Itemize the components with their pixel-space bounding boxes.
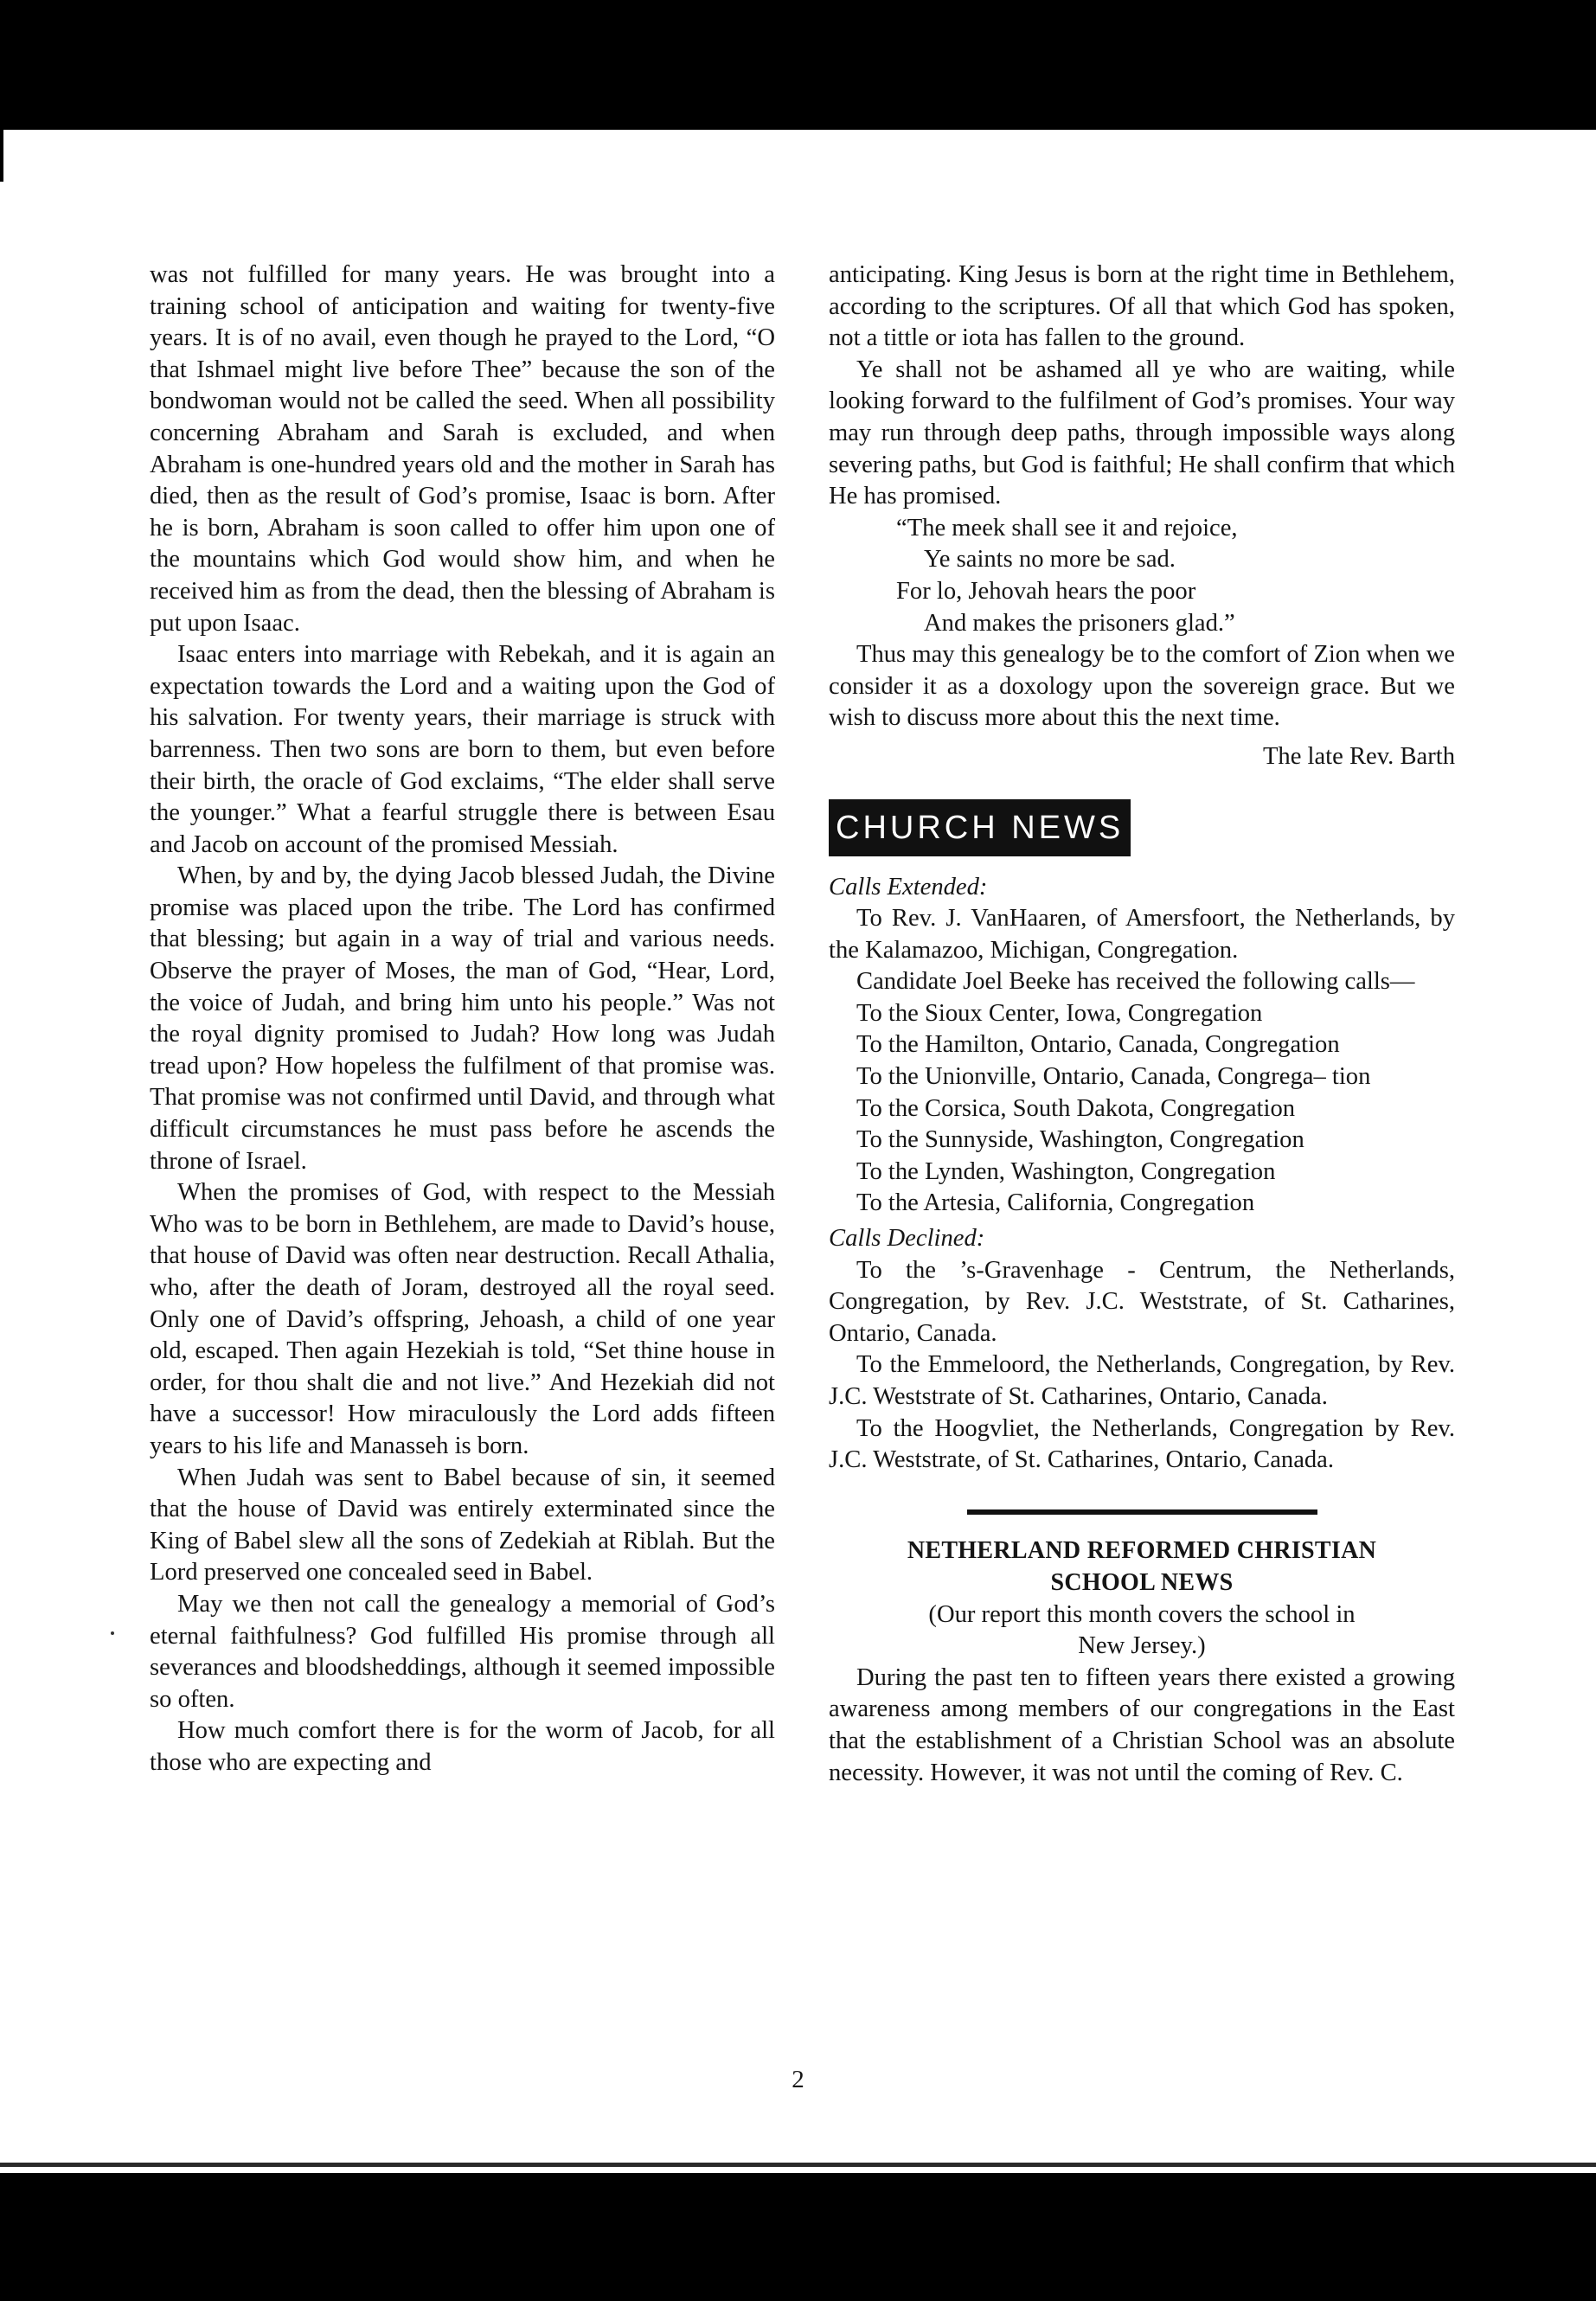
calls-extended-item: To Rev. J. VanHaaren, of Amersfoort, the Netherlands, by the Kalamazoo, Michigan, Congregation.	[829, 905, 1455, 964]
right-paragraph-1: anticipating. King Jesus is born at the right time in Bethlehem, according to the scriptures. Of all that which God has spoken, not a tittle or iota has fallen to the ground.	[829, 261, 1455, 352]
calls-extended-item: To the Hamilton, Ontario, Canada, Congregation	[856, 1031, 1340, 1059]
calls-extended-item: To the Sunnyside, Washington, Congregation	[856, 1126, 1304, 1154]
calls-declined-item: To the ’s-Gravenhage - Centrum, the Netherlands, Congregation, by Rev. J.C. Weststrate, of St. Catharines, Ontario, Canada.	[829, 1256, 1455, 1347]
school-news-title-line-1: NETHERLAND REFORMED CHRISTIAN	[907, 1537, 1377, 1565]
church-news-banner	[829, 799, 1455, 856]
calls-extended-item: To the Sioux Center, Iowa, Congregation	[856, 999, 1263, 1027]
calls-declined-item: To the Emmeloord, the Netherlands, Congregation, by Rev. J.C. Weststrate of St. Catharines, Ontario, Canada.	[829, 1351, 1455, 1410]
left-paragraph-7: How much comfort there is for the worm of Jacob, for all those who are expecting and	[150, 1717, 775, 1776]
calls-declined-item: To the Hoogvliet, the Netherlands, Congregation by Rev. J.C. Weststrate, of St. Catharines, Ontario, Canada.	[829, 1414, 1455, 1474]
verse-line-4: And makes the prisoners glad.”	[924, 609, 1235, 637]
left-paragraph-1: was not fulfilled for many years. He was brought into a training school of anticipation and waiting for twenty-five years. It is of no avail, even though he prayed to the Lord, “O that Ishmael might live before Thee” because the son of the bondwoman would not be called the seed. When all possibility concerning Abraham and Sarah is excluded, and when Abraham is one-hundred years old and the mother in Sarah has died, then as the result of God’s promise, Isaac is born. After he is born, Abraham is soon called to offer him upon one of the mountains which God would show him, and when he received him as from the dead, then the blessing of Abraham is put upon Isaac.	[150, 261, 775, 637]
left-paragraph-2: Isaac enters into marriage with Rebekah, and it is again an expectation towards the Lord and a waiting upon the God of his salvation. For twenty years, their marriage is struck with barrenness. Then two sons are born to them, but even before their birth, the oracle of God exclaims, “The elder shall serve the younger.” What a fearful struggle there is between Esau and Jacob on account of the promised Messiah.	[150, 641, 775, 858]
calls-extended-item: To the Unionville, Ontario, Canada, Congrega– tion	[856, 1063, 1371, 1091]
left-column	[150, 260, 775, 1779]
right-paragraph-2: Ye shall not be ashamed all ye who are waiting, while looking forward to the fulfilment of God’s promises. Your way may run through deep paths, through impossible ways along severing paths, but God is faithful; He shall confirm that which He has promised.	[829, 356, 1455, 510]
page-number: 2	[792, 2066, 804, 2093]
scan-left-edge	[0, 130, 3, 182]
scan-top-border	[0, 0, 1596, 130]
verse-line-2: Ye saints no more be sad.	[924, 546, 1176, 574]
school-news-title-line-2: SCHOOL NEWS	[1050, 1568, 1234, 1596]
church-news-banner-text: CHURCH NEWS	[829, 799, 1131, 856]
scan-speck	[111, 1631, 114, 1635]
hymn-verse	[829, 513, 1455, 639]
scan-bottom-border	[0, 2173, 1596, 2301]
left-paragraph-3: When, by and by, the dying Jacob blessed Judah, the Divine promise was placed upon the tribe. The Lord has confirmed that blessing; but again in a way of trial and various needs. Observe the prayer of Moses, the man of God, “Hear, Lord, the voice of Judah, and bring him unto his people.” Was not the royal dignity promised to Judah? How long was Judah tread upon? How hopeless the fulfilment of that promise was. That promise was not confirmed until David, and through what difficult circumstances he must pass before he ascends the throne of Israel.	[150, 862, 775, 1175]
verse-line-1: “The meek shall see it and rejoice,	[896, 514, 1238, 542]
verse-line-3: For lo, Jehovah hears the poor	[896, 577, 1196, 605]
calls-extended-item: To the Lynden, Washington, Congregation	[856, 1157, 1276, 1185]
school-news-note-line-1: (Our report this month covers the school in	[928, 1600, 1356, 1628]
closing-paragraph: Thus may this genealogy be to the comfort of Zion when we consider it as a doxology upon the sovereign grace. But we wish to discuss more about this the next time.	[829, 641, 1455, 732]
section-divider	[829, 1492, 1455, 1524]
calls-extended-item: To the Artesia, California, Congregation	[856, 1189, 1255, 1217]
right-column	[829, 260, 1455, 1789]
calls-declined-section	[829, 1223, 1455, 1477]
calls-extended-item: Candidate Joel Beeke has received the following calls—	[856, 968, 1415, 996]
left-paragraph-5: When Judah was sent to Babel because of sin, it seemed that the house of David was entirely exterminated since the King of Babel slew all the sons of Zedekiah at Riblah. But the Lord preserved one concealed seed in Babel.	[150, 1464, 775, 1586]
calls-extended-heading: Calls Extended:	[829, 873, 988, 901]
left-paragraph-6: May we then not call the genealogy a memorial of God’s eternal faithfulness? God fulfilled His promise through all severances and bloodsheddings, although it seemed impossible so often.	[150, 1590, 775, 1713]
calls-extended-item: To the Corsica, South Dakota, Congregation	[856, 1094, 1296, 1122]
left-paragraph-4: When the promises of God, with respect to the Messiah Who was to be born in Bethlehem, are made to David’s house, that house of David was often near destruction. Recall Athalia, who, after the death of Joram, destroyed all the royal seed. Only one of David’s offspring, Jehoash, a child of one year old, escaped. Then again Hezekiah is told, “Set thine house in order, for thou shalt die and not live.” And Hezekiah did not have a successor! How miraculously the Lord adds fifteen years to his life and Manasseh is born.	[150, 1179, 775, 1459]
author-signature: The late Rev. Barth	[1262, 742, 1455, 770]
school-news-paragraph: During the past ten to fifteen years there existed a growing awareness among members of our congregations in the East that the establishment of a Christian School was an absolute necessity. However, it was not until the coming of Rev. C.	[829, 1663, 1455, 1786]
calls-extended-section	[829, 872, 1455, 1221]
calls-declined-heading: Calls Declined:	[829, 1225, 985, 1253]
scan-bottom-rule	[0, 2163, 1596, 2167]
school-news-note-line-2: New Jersey.)	[1078, 1632, 1206, 1660]
